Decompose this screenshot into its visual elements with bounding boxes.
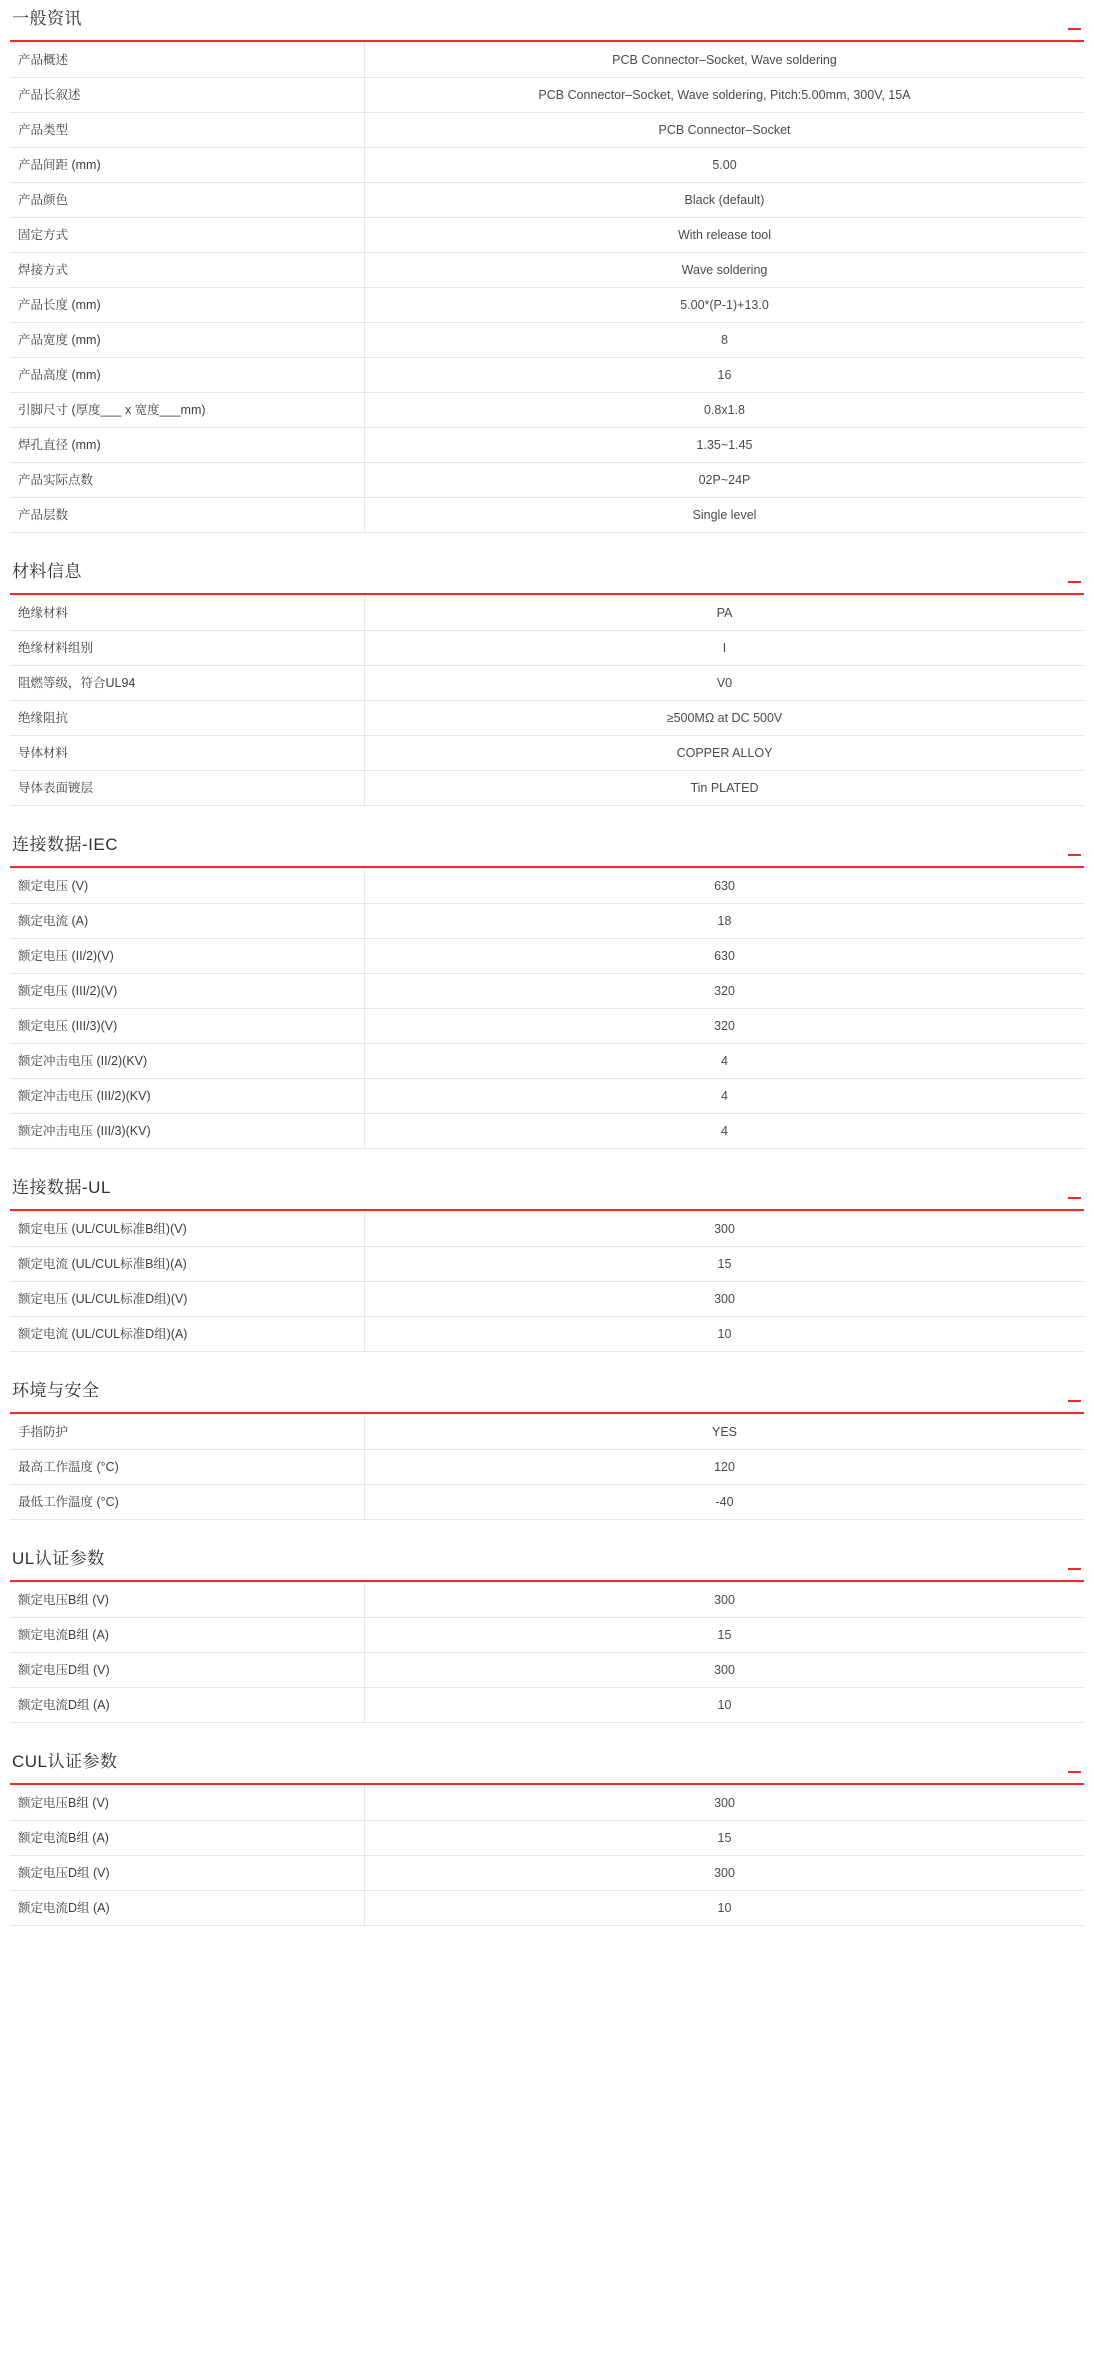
table-row — [10, 736, 1084, 771]
spec-label: 产品长度 (mm) — [10, 288, 365, 323]
section-title: UL认证参数 — [12, 1549, 105, 1568]
spec-value: COPPER ALLOY — [365, 736, 1085, 771]
spec-section — [10, 1546, 1084, 1723]
spec-label: 额定电压 (III/3)(V) — [10, 1009, 365, 1044]
table-row — [10, 869, 1084, 904]
section-title: 材料信息 — [12, 562, 82, 581]
table-row — [10, 1247, 1084, 1282]
spec-value: -40 — [365, 1485, 1085, 1520]
table-row — [10, 1317, 1084, 1352]
minus-icon[interactable] — [1068, 22, 1082, 36]
spec-value: 630 — [365, 939, 1085, 974]
spec-label: 最低工作温度 (°C) — [10, 1485, 365, 1520]
spec-label: 额定电流B组 (A) — [10, 1618, 365, 1653]
spec-label: 额定冲击电压 (III/2)(KV) — [10, 1079, 365, 1114]
spec-label: 产品类型 — [10, 113, 365, 148]
spec-value: With release tool — [365, 218, 1085, 253]
spec-value: 630 — [365, 869, 1085, 904]
section-header — [10, 1175, 1084, 1211]
spec-label: 额定电压B组 (V) — [10, 1786, 365, 1821]
minus-icon[interactable] — [1068, 1394, 1082, 1408]
spec-section — [10, 1378, 1084, 1520]
minus-icon[interactable] — [1068, 848, 1082, 862]
section-title: 一般资讯 — [12, 9, 82, 28]
spec-value: 5.00*(P-1)+13.0 — [365, 288, 1085, 323]
table-row — [10, 463, 1084, 498]
spec-value: Black (default) — [365, 183, 1085, 218]
spec-table — [10, 868, 1084, 1149]
spec-value: 300 — [365, 1212, 1085, 1247]
table-row — [10, 1079, 1084, 1114]
table-row — [10, 358, 1084, 393]
spec-label: 固定方式 — [10, 218, 365, 253]
minus-icon[interactable] — [1068, 1191, 1082, 1205]
spec-label: 绝缘材料 — [10, 596, 365, 631]
table-row — [10, 288, 1084, 323]
table-row — [10, 1114, 1084, 1149]
table-row — [10, 631, 1084, 666]
section-header — [10, 1749, 1084, 1785]
table-row — [10, 701, 1084, 736]
spec-value: 0.8x1.8 — [365, 393, 1085, 428]
spec-label: 产品长叙述 — [10, 78, 365, 113]
spec-value: PCB Connector–Socket, Wave soldering, Pitch:5.00mm, 300V, 15A — [365, 78, 1085, 113]
spec-value: Single level — [365, 498, 1085, 533]
table-row — [10, 666, 1084, 701]
spec-label: 额定电压 (II/2)(V) — [10, 939, 365, 974]
spec-value: Tin PLATED — [365, 771, 1085, 806]
spec-label: 额定电压D组 (V) — [10, 1856, 365, 1891]
spec-value: 8 — [365, 323, 1085, 358]
table-row — [10, 596, 1084, 631]
table-row — [10, 113, 1084, 148]
spec-value: 10 — [365, 1688, 1085, 1723]
spec-label: 最高工作温度 (°C) — [10, 1450, 365, 1485]
spec-value: YES — [365, 1415, 1085, 1450]
spec-label: 额定冲击电压 (III/3)(KV) — [10, 1114, 365, 1149]
section-header — [10, 1378, 1084, 1414]
spec-table — [10, 1582, 1084, 1723]
spec-label: 导体表面镀层 — [10, 771, 365, 806]
spec-label: 额定电流D组 (A) — [10, 1688, 365, 1723]
table-row — [10, 183, 1084, 218]
table-row — [10, 1044, 1084, 1079]
table-row — [10, 393, 1084, 428]
section-title: 环境与安全 — [12, 1381, 100, 1400]
section-title: 连接数据-IEC — [12, 835, 118, 854]
spec-label: 额定电压 (UL/CUL标准B组)(V) — [10, 1212, 365, 1247]
table-row — [10, 1856, 1084, 1891]
spec-section — [10, 0, 1084, 533]
spec-value: V0 — [365, 666, 1085, 701]
table-row — [10, 1891, 1084, 1926]
spec-value: 15 — [365, 1821, 1085, 1856]
spec-value: ≥500MΩ at DC 500V — [365, 701, 1085, 736]
spec-value: PCB Connector–Socket, Wave soldering — [365, 43, 1085, 78]
spec-label: 产品概述 — [10, 43, 365, 78]
spec-label: 额定冲击电压 (II/2)(KV) — [10, 1044, 365, 1079]
minus-icon[interactable] — [1068, 1562, 1082, 1576]
spec-section — [10, 1175, 1084, 1352]
spec-value: 300 — [365, 1856, 1085, 1891]
spec-label: 产品间距 (mm) — [10, 148, 365, 183]
spec-value: 320 — [365, 1009, 1085, 1044]
spec-value: 1.35~1.45 — [365, 428, 1085, 463]
spec-value: 5.00 — [365, 148, 1085, 183]
spec-label: 额定电流 (A) — [10, 904, 365, 939]
spec-value: PCB Connector–Socket — [365, 113, 1085, 148]
spec-table — [10, 595, 1084, 806]
spec-table — [10, 1211, 1084, 1352]
table-row — [10, 323, 1084, 358]
table-row — [10, 974, 1084, 1009]
spec-value: 18 — [365, 904, 1085, 939]
spec-value: 15 — [365, 1247, 1085, 1282]
spec-label: 引脚尺寸 (厚度___ x 宽度___mm) — [10, 393, 365, 428]
spec-value: 10 — [365, 1317, 1085, 1352]
spec-label: 额定电压D组 (V) — [10, 1653, 365, 1688]
table-row — [10, 1653, 1084, 1688]
spec-section — [10, 832, 1084, 1149]
spec-value: 320 — [365, 974, 1085, 1009]
table-row — [10, 1415, 1084, 1450]
spec-section — [10, 559, 1084, 806]
table-row — [10, 1282, 1084, 1317]
table-row — [10, 218, 1084, 253]
spec-label: 额定电压 (V) — [10, 869, 365, 904]
spec-table — [10, 42, 1084, 533]
table-row — [10, 498, 1084, 533]
spec-value: PA — [365, 596, 1085, 631]
table-row — [10, 1688, 1084, 1723]
spec-label: 产品实际点数 — [10, 463, 365, 498]
spec-value: 4 — [365, 1044, 1085, 1079]
table-row — [10, 78, 1084, 113]
spec-value: 300 — [365, 1583, 1085, 1618]
table-row — [10, 939, 1084, 974]
spec-value: 15 — [365, 1618, 1085, 1653]
table-row — [10, 43, 1084, 78]
spec-label: 绝缘材料组别 — [10, 631, 365, 666]
table-row — [10, 1485, 1084, 1520]
table-row — [10, 1821, 1084, 1856]
section-title: 连接数据-UL — [12, 1178, 111, 1197]
spec-label: 焊接方式 — [10, 253, 365, 288]
spec-label: 阻燃等级，符合UL94 — [10, 666, 365, 701]
section-header — [10, 0, 1084, 42]
minus-icon[interactable] — [1068, 575, 1082, 589]
spec-table — [10, 1785, 1084, 1926]
spec-label: 手指防护 — [10, 1415, 365, 1450]
spec-value: 10 — [365, 1891, 1085, 1926]
table-row — [10, 1786, 1084, 1821]
spec-value: 300 — [365, 1653, 1085, 1688]
spec-label: 额定电压 (III/2)(V) — [10, 974, 365, 1009]
spec-value: 120 — [365, 1450, 1085, 1485]
minus-icon[interactable] — [1068, 1765, 1082, 1779]
table-row — [10, 428, 1084, 463]
spec-value: 02P~24P — [365, 463, 1085, 498]
section-title: CUL认证参数 — [12, 1752, 118, 1771]
table-row — [10, 253, 1084, 288]
table-row — [10, 1583, 1084, 1618]
spec-label: 额定电压B组 (V) — [10, 1583, 365, 1618]
table-row — [10, 771, 1084, 806]
spec-value: Wave soldering — [365, 253, 1085, 288]
spec-label: 导体材料 — [10, 736, 365, 771]
spec-label: 额定电流 (UL/CUL标准B组)(A) — [10, 1247, 365, 1282]
spec-label: 额定电压 (UL/CUL标准D组)(V) — [10, 1282, 365, 1317]
spec-label: 额定电流B组 (A) — [10, 1821, 365, 1856]
spec-label: 产品宽度 (mm) — [10, 323, 365, 358]
table-row — [10, 1618, 1084, 1653]
spec-label: 额定电流D组 (A) — [10, 1891, 365, 1926]
spec-section — [10, 1749, 1084, 1926]
spec-value: 300 — [365, 1282, 1085, 1317]
table-row — [10, 1450, 1084, 1485]
spec-value: 4 — [365, 1114, 1085, 1149]
spec-table — [10, 1414, 1084, 1520]
spec-label: 产品层数 — [10, 498, 365, 533]
spec-label: 产品高度 (mm) — [10, 358, 365, 393]
section-header — [10, 832, 1084, 868]
spec-value: 16 — [365, 358, 1085, 393]
section-header — [10, 1546, 1084, 1582]
table-row — [10, 1212, 1084, 1247]
table-row — [10, 1009, 1084, 1044]
table-row — [10, 148, 1084, 183]
spec-value: I — [365, 631, 1085, 666]
spec-label: 额定电流 (UL/CUL标准D组)(A) — [10, 1317, 365, 1352]
spec-label: 绝缘阻抗 — [10, 701, 365, 736]
spec-label: 产品颜色 — [10, 183, 365, 218]
spec-label: 焊孔直径 (mm) — [10, 428, 365, 463]
spec-value: 4 — [365, 1079, 1085, 1114]
spec-value: 300 — [365, 1786, 1085, 1821]
section-header — [10, 559, 1084, 595]
table-row — [10, 904, 1084, 939]
